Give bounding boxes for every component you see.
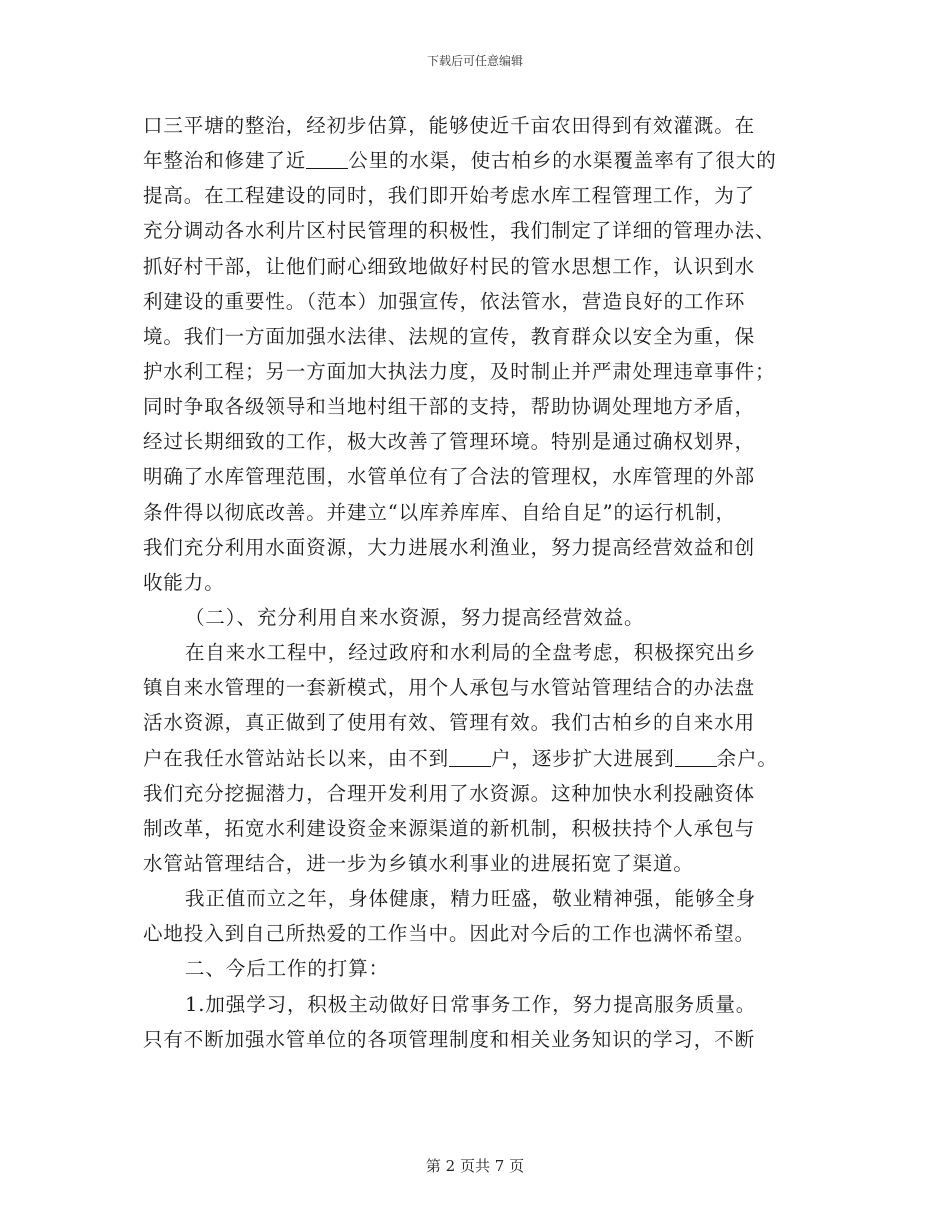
text-segment: 境。我们一方面加强水法律、法规的宣传，教育群众以安全为重，保 [143, 324, 756, 348]
text-line [143, 286, 807, 318]
text-line [143, 145, 807, 177]
text-segment: 户在我任水管站站长以来，由不到 [143, 746, 450, 770]
text-line [143, 637, 807, 669]
text-line [143, 953, 807, 985]
text-line [143, 1024, 807, 1056]
text-segment: 公里的水渠，使古柏乡的水渠覆盖率有了很大的 [348, 149, 777, 173]
text-line [143, 813, 807, 845]
text-line [143, 567, 807, 599]
text-line [143, 461, 807, 493]
text-line [143, 778, 807, 810]
text-segment: 只有不断加强水管单位的各项管理制度和相关业务知识的学习，不断 [143, 1027, 756, 1051]
text-line [143, 743, 807, 775]
text-segment: 我们充分利用水面资源，大力进展水利渔业，努力提高经营效益和创 [143, 535, 756, 559]
text-segment: 在自来水工程中，经过政府和水利局的全盘考虑，积极探究出乡 [185, 641, 757, 665]
text-line [143, 497, 807, 529]
text-segment: 我们充分挖掘潜力，合理开发利用了水资源。这种加快水利投融资体 [143, 781, 756, 805]
text-segment: 口三平塘的整治，经初步估算，能够使近千亩农田得到有效灌溉。在 [143, 114, 756, 137]
text-segment: 明确了水库管理范围，水管单位有了合法的管理权，水库管理的外部 [143, 465, 756, 489]
text-line [143, 532, 807, 564]
text-segment: 余户。 [716, 746, 778, 770]
text-line [143, 391, 807, 423]
text-segment: 镇自来水管理的一套新模式，用个人承包与水管站管理结合的办法盘 [143, 676, 756, 700]
text-segment: 二、今后工作的打算： [185, 957, 390, 981]
text-line [143, 848, 807, 880]
text-segment: 制改革，拓宽水利建设资金来源渠道的新机制，积极扶持个人承包与 [143, 816, 756, 840]
text-segment: 活水资源，真正做到了使用有效、管理有效。我们古柏乡的自来水用 [143, 711, 756, 735]
fill-in-blank [675, 746, 717, 767]
text-line [143, 215, 807, 247]
text-line [143, 883, 807, 915]
page-header: 下载后可任意编辑 [426, 54, 523, 68]
text-segment: 经过长期细致的工作，极大改善了管理环境。特别是通过确权划界， [143, 430, 756, 454]
text-segment: 提高。在工程建设的同时，我们即开始考虑水库工程管理工作，为了 [143, 184, 756, 208]
text-line [143, 707, 807, 739]
text-segment: 我正值而立之年，身体健康，精力旺盛，敬业精神强，能够全身 [185, 887, 757, 911]
text-segment: 收能力。 [143, 570, 225, 594]
text-line [143, 321, 807, 353]
text-line [143, 918, 807, 950]
text-line [143, 180, 807, 212]
text-segment: 年整治和修建了近 [143, 149, 307, 173]
page-footer: 第 2 页共 7 页 [425, 1157, 525, 1175]
text-line [143, 602, 807, 634]
fill-in-blank [449, 746, 491, 767]
text-segment: 护水利工程；另一方面加大执法力度，及时制止并严肃处理违章事件； [143, 359, 776, 383]
text-segment: 充分调动各水利片区村民管理的积极性，我们制定了详细的管理办法、 [143, 219, 776, 243]
text-line [143, 251, 807, 283]
text-line [143, 672, 807, 704]
document-body [143, 110, 807, 1059]
text-segment: 抓好村干部，让他们耐心细致地做好村民的管水思想工作，认识到水 [143, 254, 756, 278]
text-line [143, 989, 807, 1021]
text-line [143, 426, 807, 458]
text-segment: 利建设的重要性。（范本）加强宣传，依法管水，营造良好的工作环 [143, 289, 746, 313]
text-segment: 户，逐步扩大进展到 [491, 746, 675, 770]
text-segment: 1.加强学习，积极主动做好日常事务工作，努力提高服务质量。 [185, 992, 757, 1016]
text-segment: 条件得以彻底改善。并建立“以库养库库、自给自足”的运行机制， [143, 500, 736, 524]
text-line [143, 356, 807, 388]
text-segment: 心地投入到自己所热爱的工作当中。因此对今后的工作也满怀希望。 [143, 922, 756, 946]
text-segment: （二）、充分利用自来水资源，努力提高经营效益。 [185, 605, 645, 629]
text-segment: 水管站管理结合，进一步为乡镇水利事业的进展拓宽了渠道。 [143, 851, 694, 875]
text-line [143, 110, 807, 142]
fill-in-blank [306, 148, 348, 169]
text-segment: 同时争取各级领导和当地村组干部的支持，帮助协调处理地方矛盾， [143, 395, 756, 419]
